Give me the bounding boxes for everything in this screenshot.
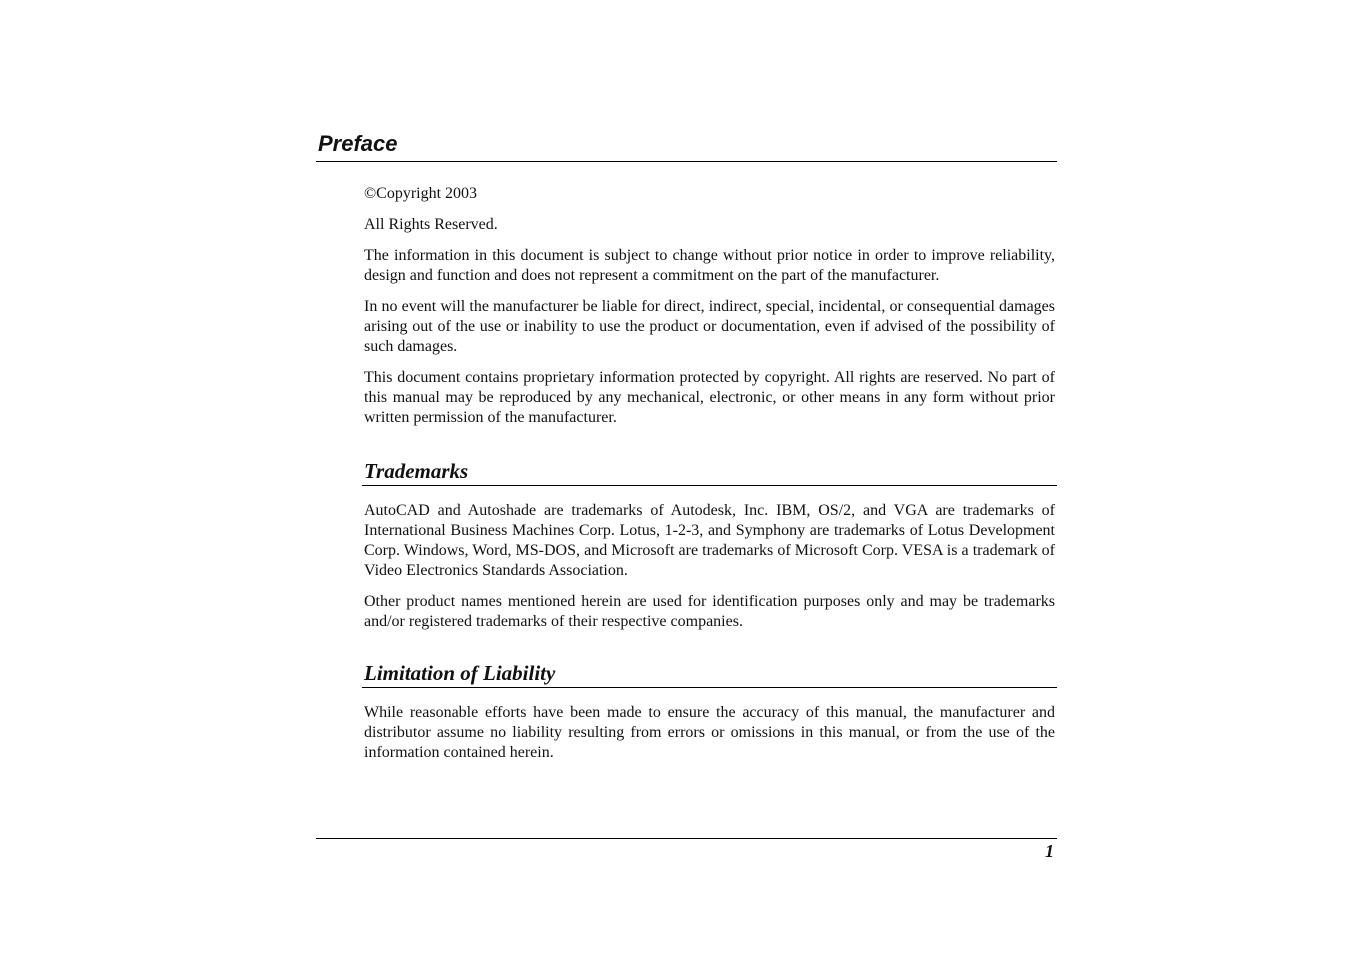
- trademarks-section: [364, 501, 1055, 632]
- page-title: Preface: [318, 131, 398, 156]
- liability-divider: [362, 687, 1057, 688]
- preface-paragraph: In no event will the manufacturer be liable for direct, indirect, special, incidental, or consequential damages arising out of the use or inability to use the product or documentation, even if advised of the possibility of such damages.: [364, 298, 1055, 355]
- preface-section: [364, 184, 1055, 428]
- preface-paragraph: This document contains proprietary information protected by copyright. All rights are reserved. No part of this manual may be reproduced by any mechanical, electronic, or other means in any form without prior written permission of the manufacturer.: [364, 369, 1055, 426]
- trademarks-divider: [362, 485, 1057, 486]
- liability-heading: Limitation of Liability: [364, 661, 556, 685]
- preface-paragraph: The information in this document is subject to change without prior notice in order to improve reliability, design and function and does not represent a commitment on the part of the manufacturer.: [364, 247, 1055, 284]
- copyright-line: ©Copyright 2003: [364, 185, 478, 202]
- title-divider: [316, 161, 1057, 162]
- footer-divider: [316, 838, 1057, 839]
- page-number: 1: [1045, 841, 1054, 861]
- liability-section: [364, 703, 1055, 763]
- trademarks-paragraph: AutoCAD and Autoshade are trademarks of Autodesk, Inc. IBM, OS/2, and VGA are trademarks of International Business Machines Corp. Lotus, 1-2-3, and Symphony are trademarks of Lotus Development Corp. Windows, Word, MS-DOS, and Microsoft are trademarks of Microsoft Corp. VESA is a trademark of Video Electronics Standards Association.: [364, 502, 1055, 579]
- rights-reserved-line: All Rights Reserved.: [364, 216, 498, 233]
- trademarks-heading: Trademarks: [364, 459, 469, 483]
- liability-paragraph: While reasonable efforts have been made to ensure the accuracy of this manual, the manufacturer and distributor assume no liability resulting from errors or omissions in this manual, or from the use of the information contained herein.: [364, 704, 1055, 761]
- trademarks-paragraph: Other product names mentioned herein are used for identification purposes only and may be trademarks and/or registered trademarks of their respective companies.: [364, 593, 1055, 630]
